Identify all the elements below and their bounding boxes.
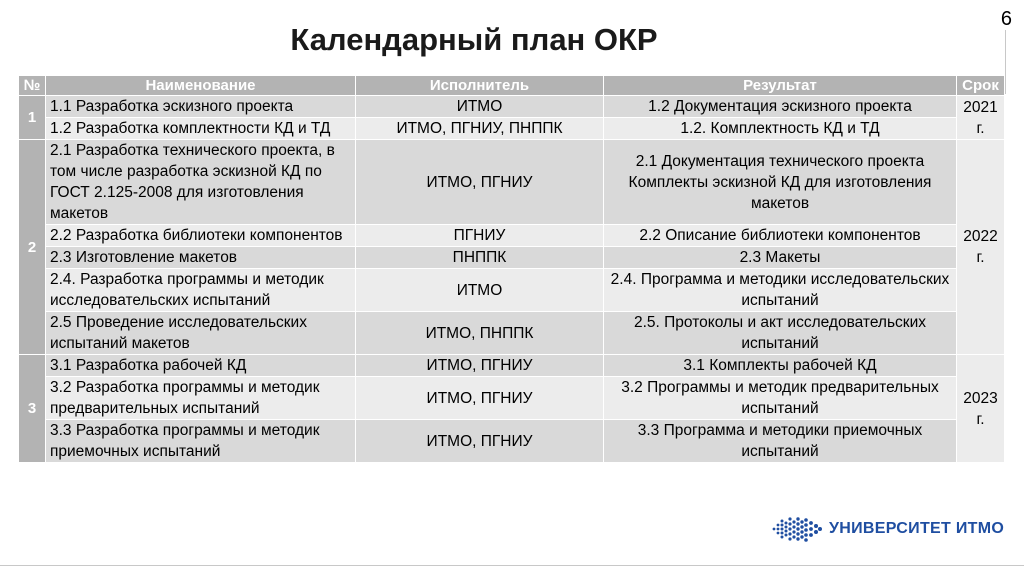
header-result: Результат <box>604 76 957 96</box>
task-name: 2.5 Проведение исследовательских испытаний макетов <box>46 312 356 355</box>
table-row <box>19 420 1005 463</box>
page-number: 6 <box>1000 8 1012 30</box>
stage-term: 2021 г. <box>957 96 1005 140</box>
header-num: № <box>19 76 46 96</box>
task-executor: ИТМО <box>356 96 604 118</box>
header-name: Наименование <box>46 76 356 96</box>
itmo-logo <box>771 514 1004 544</box>
stage-number: 2 <box>19 140 46 355</box>
table-row <box>19 355 1005 377</box>
table-row <box>19 225 1005 247</box>
itmo-dots-logo-icon <box>771 515 823 543</box>
task-result: 1.2 Документация эскизного проекта <box>604 96 957 118</box>
header-term: Срок <box>957 76 1005 96</box>
task-name: 2.1 Разработка технического проекта, в том числе разработка эскизной КД по ГОСТ 2.125-2008 для изготовления макетов <box>46 140 356 225</box>
schedule-table <box>18 75 1005 463</box>
divider-vertical <box>1005 30 1006 94</box>
table-row <box>19 377 1005 420</box>
slide-title: Календарный план ОКР <box>290 22 658 57</box>
task-result: 2.2 Описание библиотеки компонентов <box>604 225 957 247</box>
task-result: 3.1 Комплекты рабочей КД <box>604 355 957 377</box>
task-executor: ИТМО, ПГНИУ, ПНППК <box>356 118 604 140</box>
table-row <box>19 140 1005 225</box>
stage-number: 1 <box>19 96 46 140</box>
task-executor: ПНППК <box>356 247 604 269</box>
header-executor: Исполнитель <box>356 76 604 96</box>
logo-text: УНИВЕРСИТЕТ ИТМО <box>829 520 1005 537</box>
task-name: 3.1 Разработка рабочей КД <box>46 355 356 377</box>
table-row <box>19 269 1005 312</box>
task-name: 3.3 Разработка программы и методик приемочных испытаний <box>46 420 356 463</box>
task-name: 1.2 Разработка комплектности КД и ТД <box>46 118 356 140</box>
task-executor: ИТМО <box>356 269 604 312</box>
table-row <box>19 312 1005 355</box>
task-executor: ПГНИУ <box>356 225 604 247</box>
task-executor: ИТМО, ПГНИУ <box>356 140 604 225</box>
task-executor: ИТМО, ПГНИУ <box>356 377 604 420</box>
stage-number: 3 <box>19 355 46 463</box>
task-name: 3.2 Разработка программы и методик предварительных испытаний <box>46 377 356 420</box>
task-name: 2.3 Изготовление макетов <box>46 247 356 269</box>
table-row <box>19 247 1005 269</box>
task-result: 1.2. Комплектность КД и ТД <box>604 118 957 140</box>
table-row <box>19 118 1005 140</box>
stage-term: 2022 г. <box>957 140 1005 355</box>
task-result: 2.4. Программа и методики исследовательских испытаний <box>604 269 957 312</box>
task-executor: ИТМО, ПГНИУ <box>356 420 604 463</box>
task-result: 2.5. Протоколы и акт исследовательских испытаний <box>604 312 957 355</box>
task-result: 2.1 Документация технического проекта Комплекты эскизной КД для изготовления макетов <box>604 140 957 225</box>
divider-horizontal <box>0 565 1024 566</box>
task-executor: ИТМО, ПГНИУ <box>356 355 604 377</box>
stage-term: 2023 г. <box>957 355 1005 463</box>
task-result: 3.2 Программы и методик предварительных испытаний <box>604 377 957 420</box>
task-name: 1.1 Разработка эскизного проекта <box>46 96 356 118</box>
table-header-row <box>19 76 1005 96</box>
task-result: 2.3 Макеты <box>604 247 957 269</box>
task-name: 2.4. Разработка программы и методик исследовательских испытаний <box>46 269 356 312</box>
task-name: 2.2 Разработка библиотеки компонентов <box>46 225 356 247</box>
task-executor: ИТМО, ПНППК <box>356 312 604 355</box>
table-row <box>19 96 1005 118</box>
task-result: 3.3 Программа и методики приемочных испытаний <box>604 420 957 463</box>
